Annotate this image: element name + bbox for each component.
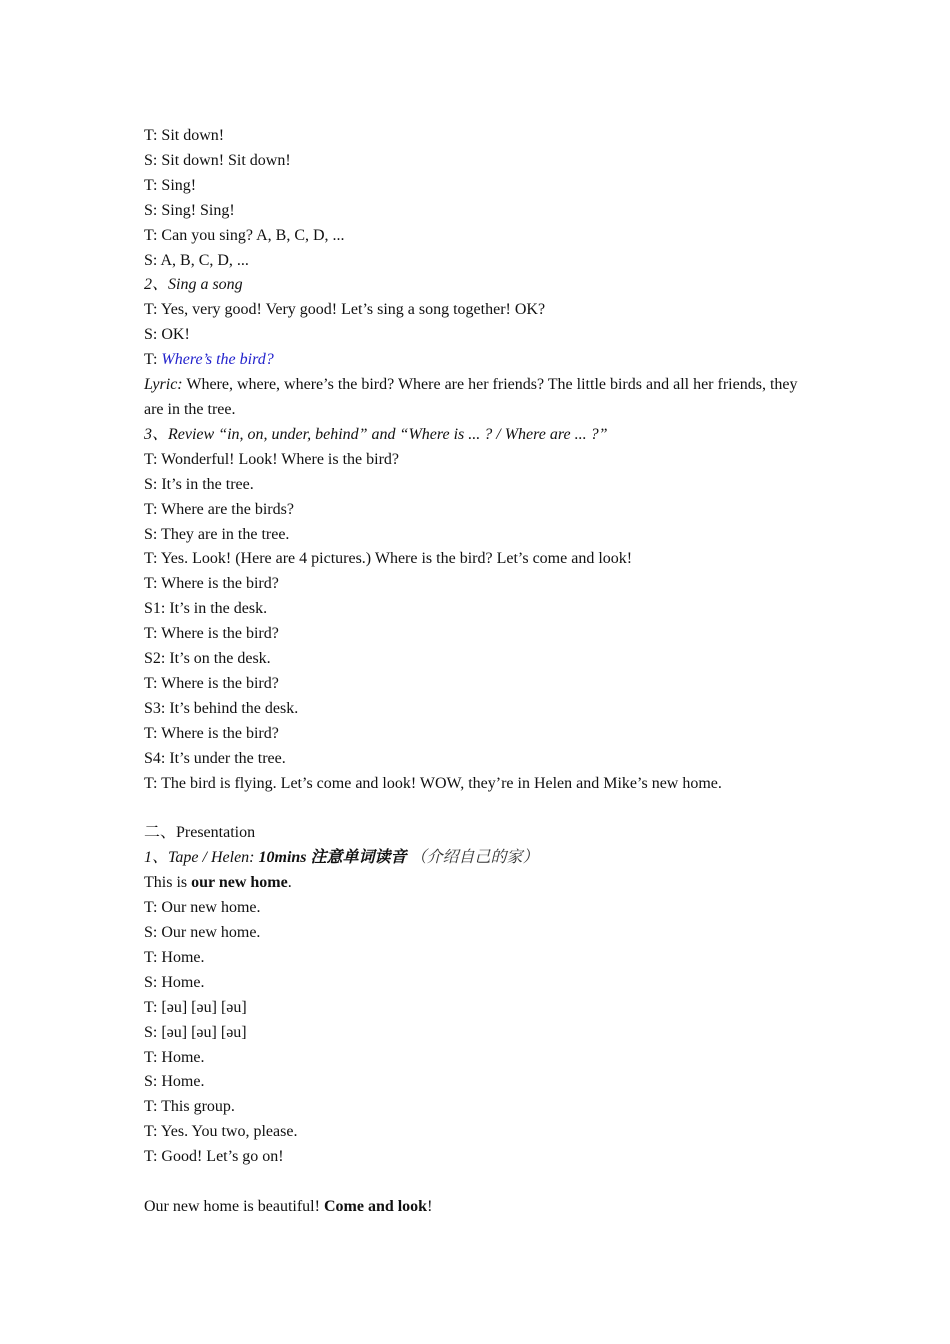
blank-line	[144, 796, 814, 821]
dialogue-line: T: [əu] [əu] [əu]	[144, 998, 247, 1016]
text-run: Our new home is beautiful!	[144, 1197, 324, 1215]
dialogue-line: S2: It’s on the desk.	[144, 650, 271, 668]
dialogue-line: S: It’s in the tree.	[144, 475, 254, 493]
dialogue-line: S: Home.	[144, 973, 205, 991]
subsection-bold-note: 10mins 注意单词读音	[258, 849, 407, 867]
dialogue-line: S: Our new home.	[144, 923, 261, 941]
subsection-note: （介绍自己的家）	[406, 849, 539, 867]
dialogue-line: S3: It’s behind the desk.	[144, 699, 299, 717]
dialogue-line: T: Where is the bird?	[144, 724, 279, 742]
dialogue-line: T: Sit down!	[144, 127, 225, 144]
dialogue-line: S: OK!	[144, 326, 190, 344]
dialogue-line: T: This group.	[144, 1098, 235, 1116]
dialogue-line: T: Where is the bird?	[144, 575, 279, 593]
dialogue-line: T: Home.	[144, 1048, 205, 1066]
dialogue-line: T: The bird is flying. Let’s come and look! WOW, they’re in Helen and Mike’s new home.	[144, 774, 722, 792]
dialogue-line: S: Home.	[144, 1073, 205, 1091]
section-heading-sing-a-song: 2、Sing a song	[144, 276, 243, 294]
dialogue-line: T: Where is the bird?	[144, 674, 279, 692]
dialogue-line: T: Where is the bird?	[144, 625, 279, 643]
bold-phrase: our new home	[191, 874, 288, 892]
dialogue-line: S: A, B, C, D, ...	[144, 251, 249, 269]
dialogue-line: T: Yes, very good! Very good! Let’s sing a song together! OK?	[144, 301, 546, 319]
dialogue-line: T: Yes. You two, please.	[144, 1123, 298, 1141]
dialogue-line: S4: It’s under the tree.	[144, 749, 286, 767]
subsection-heading-tape	[144, 846, 814, 871]
closing-line	[144, 1195, 814, 1220]
section-heading-review: 3、Review “in, on, under, behind” and “Where is ... ? / Where are ... ?”	[144, 425, 608, 443]
blank-line	[144, 1170, 814, 1195]
dialogue-line: T: Where are the birds?	[144, 500, 294, 518]
dialogue-line: T: Our new home.	[144, 899, 261, 917]
text-run: .	[287, 874, 292, 892]
document-page	[144, 124, 814, 1220]
section-heading-presentation: 二、Presentation	[144, 824, 256, 842]
song-title-line	[144, 348, 814, 373]
dialogue-line: S: Sit down! Sit down!	[144, 151, 291, 169]
dialogue-line: T: Wonderful! Look! Where is the bird?	[144, 450, 400, 468]
song-title: Where’s the bird?	[161, 351, 274, 369]
dialogue-line: T: Good! Let’s go on!	[144, 1148, 284, 1166]
this-is-line	[144, 871, 814, 896]
dialogue-line: T: Yes. Look! (Here are 4 pictures.) Where is the bird? Let’s come and look!	[144, 550, 633, 568]
lyric-label: Lyric:	[144, 376, 183, 394]
dialogue-line: T: Sing!	[144, 176, 197, 194]
dialogue-line: S: They are in the tree.	[144, 525, 290, 543]
dialogue-line: T: Can you sing? A, B, C, D, ...	[144, 226, 345, 244]
dialogue-line: S: Sing! Sing!	[144, 201, 235, 219]
text-run: !	[427, 1197, 433, 1215]
dialogue-line: S: [əu] [əu] [əu]	[144, 1023, 247, 1041]
bold-phrase: Come and look	[323, 1197, 428, 1215]
speaker-prefix: T:	[144, 351, 162, 369]
lyric-paragraph	[144, 373, 814, 423]
dialogue-line: S1: It’s in the desk.	[144, 600, 268, 618]
subsection-prefix: 1、Tape / Helen:	[144, 849, 259, 867]
text-run: This is	[144, 874, 192, 892]
dialogue-line: T: Home.	[144, 948, 205, 966]
lyric-text: Where, where, where’s the bird? Where are her friends? The little birds and all her friends, they are in the tree.	[144, 376, 798, 418]
